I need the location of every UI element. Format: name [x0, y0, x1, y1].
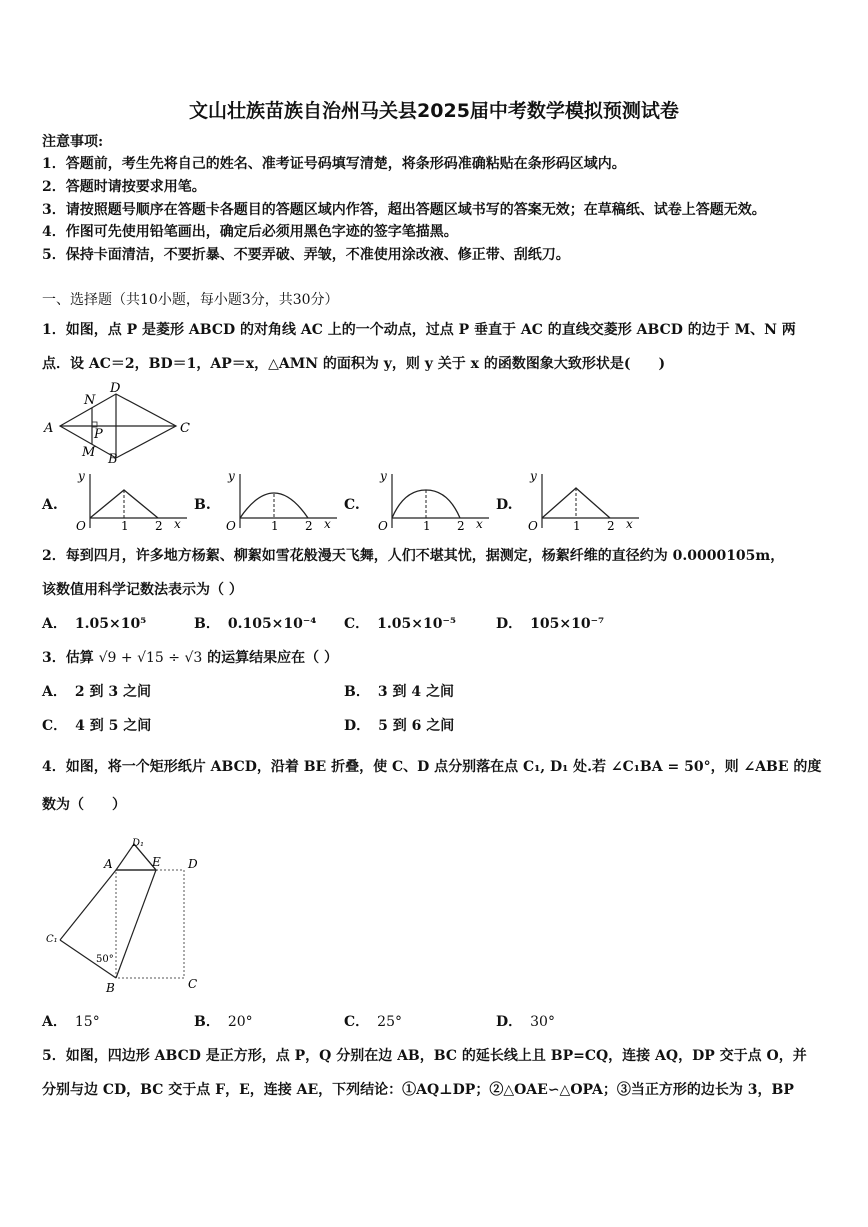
- q5-line1: 5．如图，四边形 ABCD 是正方形，点 P，Q 分别在边 AB，BC 的延长线上且 BP=CQ，连接 AQ，DP 交于点 O，并: [42, 1048, 807, 1064]
- label-P: P: [94, 427, 103, 442]
- text-q2-options-0-label: A．: [42, 616, 67, 632]
- text-q2-options-3-label: D．: [496, 616, 523, 632]
- text-q1-graph_labels-x: x: [476, 517, 483, 531]
- text-q3-options-0-label: A．: [42, 684, 67, 700]
- text-q4-fig_labels-A: A: [104, 857, 113, 871]
- text-q4-options-1-value: 20°: [227, 1014, 253, 1030]
- q1-option-b-label: B.: [194, 497, 211, 513]
- q2-line1: 2．每到四月，许多地方杨絮、柳絮如雪花般漫天飞舞，人们不堪其忧，据测定，杨絮纤维的直径约为 0.0000105m，: [42, 548, 785, 564]
- q3-option-b: [344, 682, 454, 702]
- q3-option-c: [42, 716, 151, 736]
- text-q1-graph_labels-o: O: [528, 519, 538, 533]
- q4-option-b: [194, 1012, 253, 1032]
- q1-option-a-label: A.: [42, 497, 58, 513]
- label-D: D: [110, 381, 121, 396]
- q4-line1: 4．如图，将一个矩形纸片 ABCD，沿着 BE 折叠，使 C、D 点分别落在点 C₁, D₁ 处.若 ∠C₁BA = 50°，则 ∠ABE 的度: [42, 759, 822, 775]
- text-q1-graph_labels-y: y: [380, 469, 387, 483]
- notice-item-1: 1．答题前，考生先将自己的姓名、准考证号码填写清楚，将条形码准确粘贴在条形码区域内。: [42, 156, 626, 172]
- q3-option-a: [42, 682, 151, 702]
- q1-option-c-label: C.: [344, 497, 360, 513]
- text-q4-fig_labels-B: B: [106, 981, 115, 995]
- text-q3-options-3-value: 5 到 6 之间: [378, 718, 455, 734]
- text-q4-options-3-value: 30°: [530, 1014, 555, 1030]
- text-q1-graph_labels-one: 1: [121, 519, 129, 533]
- notice-item-3: 3．请按照题号顺序在答题卡各题目的答题区域内作答，超出答题区域书写的答案无效；在草稿纸、试卷上答题无效。: [42, 202, 766, 218]
- q4-option-d: [496, 1012, 555, 1032]
- text-q1-graph_labels-x: x: [174, 517, 181, 531]
- text-q3-options-2-label: C．: [42, 718, 68, 734]
- q3-expression: √9 + √15 ÷ √3: [98, 650, 203, 666]
- text-q4-fig_labels-C1: C₁: [46, 934, 58, 945]
- q4-option-c: [344, 1012, 402, 1032]
- text-q4-fig_labels-C: C: [188, 977, 198, 991]
- text-q1-graph_labels-x: x: [324, 517, 331, 531]
- text-q4-options-0-value: 15°: [74, 1014, 100, 1030]
- label-N: N: [84, 393, 96, 408]
- text-q3-options-2-value: 4 到 5 之间: [75, 718, 152, 734]
- text-q4-fig_labels-E: E: [152, 855, 161, 869]
- text-q3-prefix: 3．估算: [42, 650, 94, 666]
- text-q1-graph_labels-x: x: [626, 517, 633, 531]
- text-q1-graph_labels-one: 1: [573, 519, 581, 533]
- q3-option-d: [344, 716, 454, 736]
- text-q3-options-1-label: B．: [344, 684, 370, 700]
- text-q2-options-2-value: 1.05×10⁻⁵: [377, 616, 456, 632]
- label-A: A: [44, 421, 54, 436]
- text-q1-graph_labels-o: O: [378, 519, 388, 533]
- text-q1-graph_labels-y: y: [530, 469, 537, 483]
- exam-title: 文山壮族苗族自治州马关县2025届中考数学模拟预测试卷: [189, 100, 679, 122]
- q2-option-b: [194, 614, 316, 634]
- q1-option-d-label: D.: [496, 497, 513, 513]
- q1-line1: 1．如图，点 P 是菱形 ABCD 的对角线 AC 上的一个动点，过点 P 垂直于 AC 的直线交菱形 ABCD 的边于 M、N 两: [42, 322, 796, 338]
- text-q3-options-0-value: 2 到 3 之间: [74, 684, 151, 700]
- q1-graph-a: [62, 468, 192, 534]
- rhombus-figure: [40, 378, 200, 460]
- notice-item-5: 5．保持卡面清洁，不要折暴、不要弄破、弄皱，不准使用涂改液、修正带、刮纸刀。: [42, 247, 570, 263]
- q4-option-a: [42, 1012, 100, 1032]
- text-q1-graph_labels-one: 1: [423, 519, 431, 533]
- text-q4-options-1-label: B．: [194, 1014, 220, 1030]
- text-q4-options-2-value: 25°: [377, 1014, 402, 1030]
- text-q1-graph_labels-two: 2: [305, 519, 313, 533]
- text-q1-graph_labels-y: y: [78, 469, 85, 483]
- text-q2-options-1-label: B．: [194, 616, 220, 632]
- notice-heading: 注意事项:: [42, 134, 104, 150]
- q1-line2: 点．设 AC＝2，BD＝1，AP＝x，△AMN 的面积为 y，则 y 关于 x 的函数图象大致形状是( ): [42, 356, 666, 372]
- text-q1-graph_labels-one: 1: [271, 519, 279, 533]
- q2-line2: 该数值用科学记数法表示为（ ）: [42, 582, 243, 598]
- text-q1-graph_labels-two: 2: [607, 519, 615, 533]
- q2-option-a: [42, 614, 146, 634]
- text-q4-options-3-label: D．: [496, 1014, 523, 1030]
- label-M: M: [82, 445, 96, 460]
- label-B: B: [108, 452, 118, 467]
- q5-line2: 分别与边 CD，BC 交于点 F，E，连接 AE，下列结论：①AQ⊥DP；②△OAE∽△OPA；③当正方形的边长为 3，BP: [42, 1082, 794, 1098]
- text-q2-options-2-label: C．: [344, 616, 370, 632]
- q1-graph-d: [514, 468, 644, 534]
- q2-option-d: [496, 614, 604, 634]
- text-q1-graph_labels-y: y: [228, 469, 235, 483]
- text-q1-graph_labels-o: O: [76, 519, 86, 533]
- text-q1-graph_labels-o: O: [226, 519, 236, 533]
- text-q1-graph_labels-two: 2: [457, 519, 465, 533]
- label-C: C: [180, 421, 190, 436]
- text-q1-graph_labels-two: 2: [155, 519, 163, 533]
- q3-stem: [42, 648, 338, 668]
- q1-graph-c: [364, 468, 494, 534]
- text-q2-options-0-value: 1.05×10⁵: [74, 616, 147, 632]
- text-q4-fig_labels-angle: 50°: [96, 954, 114, 965]
- section-heading: 一、选择题（共10小题，每小题3分，共30分）: [42, 292, 339, 308]
- text-q2-options-1-value: 0.105×10⁻⁴: [227, 616, 317, 632]
- q1-graph-b: [212, 468, 342, 534]
- text-q3-suffix: 的运算结果应在（ ）: [207, 650, 339, 666]
- q4-figure: [40, 836, 220, 996]
- text-q4-fig_labels-D: D: [188, 857, 198, 871]
- text-q3-options-3-label: D．: [344, 718, 371, 734]
- text-q2-options-3-value: 105×10⁻⁷: [530, 616, 605, 632]
- text-q3-options-1-value: 3 到 4 之间: [377, 684, 454, 700]
- notice-item-4: 4．作图可先使用铅笔画出，确定后必须用黑色字迹的签字笔描黑。: [42, 224, 458, 240]
- notice-item-2: 2．答题时请按要求用笔。: [42, 179, 206, 195]
- text-q4-fig_labels-D1: D₁: [132, 838, 145, 849]
- text-q4-options-0-label: A．: [42, 1014, 67, 1030]
- q4-line2: 数为（ ）: [42, 797, 126, 813]
- text-q4-options-2-label: C．: [344, 1014, 370, 1030]
- q2-option-c: [344, 614, 456, 634]
